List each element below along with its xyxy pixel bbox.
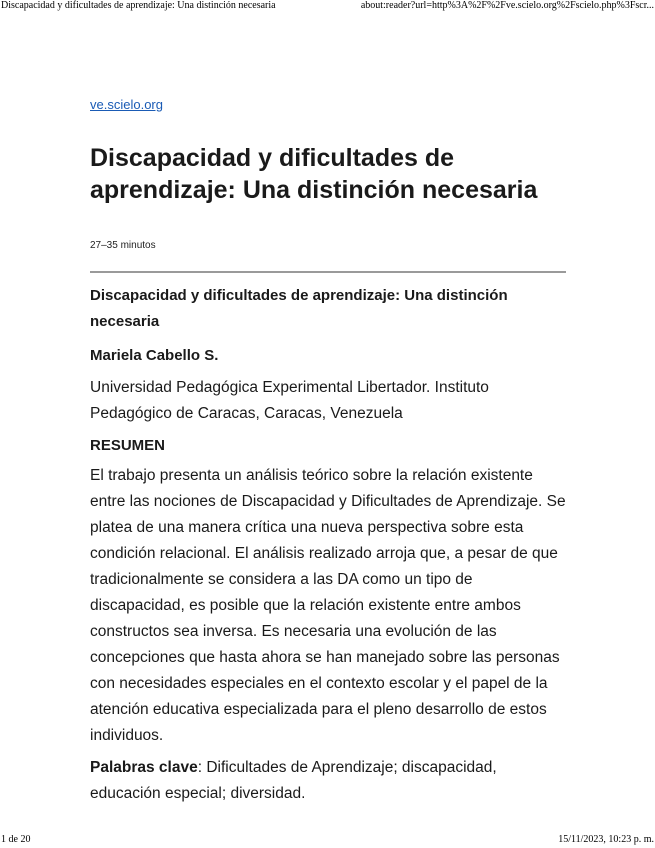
keywords [90,755,566,807]
print-header [0,0,655,14]
print-footer [0,834,655,848]
divider [90,271,566,273]
author-affiliation: Universidad Pedagógica Experimental Libertador. Instituto Pedagógico de Caracas, Caracas, Venezuela [90,379,489,422]
print-datetime: 15/11/2023, 10:23 p. m. [558,834,654,845]
reading-time: 27–35 minutos [90,240,156,251]
print-page-title: Discapacidad y dificultades de aprendizaje: Una distinción necesaria [1,0,276,11]
abstract-heading: RESUMEN [90,437,166,454]
abstract-text: El trabajo presenta un análisis teórico sobre la relación existente entre las nociones de Discapacidad y Dificultades de Aprendizaje. Se platea de una manera crítica una nueva perspectiva sobre esta condición relacional. El análisis realizado arroja que, a pesar de que tradicionalmente se considera a las DA como un tipo de discapacidad, es posible que la relación existente entre ambos constructos sea inversa. Es necesaria una evolución de las concepciones que hasta ahora se han manejado sobre las personas con necesidades especiales en el contexto escolar y el papel de la atención educativa especializada para el pleno desarrollo de estos individuos. [90,467,566,744]
reader-view [90,96,566,807]
content-heading: Discapacidad y dificultades de aprendizaje: Una distinción necesaria [90,287,508,330]
domain-link[interactable]: ve.scielo.org [90,97,163,112]
print-url: about:reader?url=http%3A%2F%2Fve.scielo.org%2Fscielo.php%3Fscr... [360,0,654,11]
print-page-number: 1 de 20 [1,834,31,845]
author-name: Mariela Cabello S. [90,347,219,364]
article-title: Discapacidad y dificultades de aprendizaje: Una distinción necesaria [90,144,538,204]
keywords-text: : Dificultades de Aprendizaje; discapacidad, educación especial; diversidad. [90,759,497,802]
keywords-label: Palabras clave [90,759,198,776]
